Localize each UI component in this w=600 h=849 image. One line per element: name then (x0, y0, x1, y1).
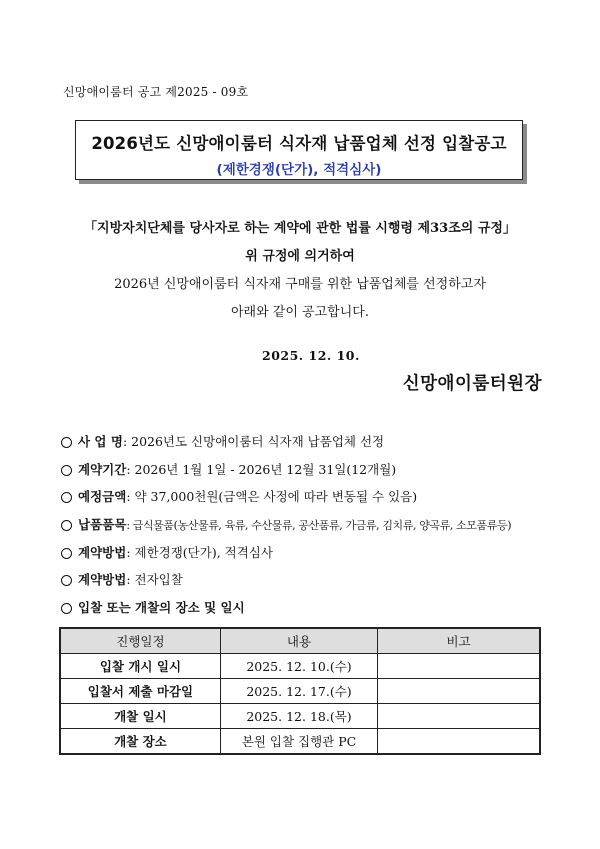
title-box (75, 120, 523, 180)
table-cell (378, 679, 540, 704)
bullet-circle-icon (61, 437, 72, 448)
item-label: 계약방법 (78, 572, 127, 587)
bullet-circle-icon (61, 520, 72, 531)
item-project-name (61, 432, 384, 450)
item-contract-period (61, 460, 396, 478)
item-value: : 전자입찰 (126, 572, 183, 587)
table-cell (378, 729, 540, 755)
item-label: 입찰 또는 개찰의 장소 및 일시 (78, 600, 245, 615)
table-header: 진행일정 (60, 628, 220, 654)
bullet-circle-icon (61, 492, 72, 503)
bullet-circle-icon (61, 548, 72, 559)
table-row (60, 679, 540, 704)
table-cell (378, 654, 540, 679)
table-row (60, 704, 540, 729)
table-cell: 2025. 12. 17.(수) (220, 679, 377, 704)
item-bid-place-time (61, 598, 245, 616)
table-cell: 2025. 12. 18.(목) (220, 704, 377, 729)
table-cell (378, 704, 540, 729)
bullet-circle-icon (61, 603, 72, 614)
table-row (60, 729, 540, 755)
schedule-table (59, 627, 541, 755)
item-contract-method (61, 543, 273, 561)
announcement-purpose: 2026년 신망애이룸터 식자재 구매를 위한 납품업체를 선정하고자 (114, 277, 486, 292)
table-cell: 개찰 장소 (60, 729, 220, 755)
item-label: 예정금액 (78, 489, 127, 504)
bullet-circle-icon (61, 575, 72, 586)
announcement-date: 2025. 12. 10. (262, 348, 360, 363)
item-delivery-goods (61, 515, 511, 533)
table-row (60, 654, 540, 679)
item-value: : 2026년도 신망애이룸터 식자재 납품업체 선정 (122, 434, 385, 449)
item-label: 사 업 명 (78, 434, 123, 449)
table-header-row (60, 628, 540, 654)
item-label: 계약기간 (78, 462, 127, 477)
bullet-circle-icon (61, 465, 72, 476)
table-cell: 입찰서 제출 마감일 (60, 679, 220, 704)
table-header: 내용 (220, 628, 377, 654)
table-cell: 본원 입찰 집행관 PC (220, 729, 377, 755)
item-value: : 급식물품(농산물류, 육류, 수산물류, 공산품류, 가금류, 김치류, 양곡류, 소모품류등) (126, 519, 512, 532)
table-cell: 개찰 일시 (60, 704, 220, 729)
legal-basis: 「지방자치단체를 당사자로 하는 계약에 관한 법률 시행령 제33조의 규정」 (84, 221, 516, 236)
item-label: 납품품목 (78, 517, 127, 532)
table-cell: 2025. 12. 10.(수) (220, 654, 377, 679)
legal-basis-followup: 위 규정에 의거하여 (245, 249, 355, 264)
table-header: 비고 (378, 628, 540, 654)
notice-number: 신망애이룸터 공고 제2025 - 09호 (63, 85, 249, 99)
announcement-closing: 아래와 같이 공고합니다. (231, 305, 369, 320)
item-estimated-amount (61, 487, 417, 505)
issuer-name: 신망애이룸터원장 (402, 374, 542, 394)
page-subtitle: (제한경쟁(단가), 적격심사) (216, 162, 382, 178)
item-bidding-method (61, 570, 183, 588)
item-value: : 2026년 1월 1일 - 2026년 12월 31일(12개월) (126, 462, 397, 477)
table-cell: 입찰 개시 일시 (60, 654, 220, 679)
item-value: : 제한경쟁(단가), 적격심사 (126, 545, 273, 560)
page-title: 2026년도 신망애이룸터 식자재 납품업체 선정 입찰공고 (91, 134, 507, 153)
item-value: : 약 37,000천원(금액은 사정에 따라 변동될 수 있음) (126, 489, 418, 504)
item-label: 계약방법 (78, 545, 127, 560)
